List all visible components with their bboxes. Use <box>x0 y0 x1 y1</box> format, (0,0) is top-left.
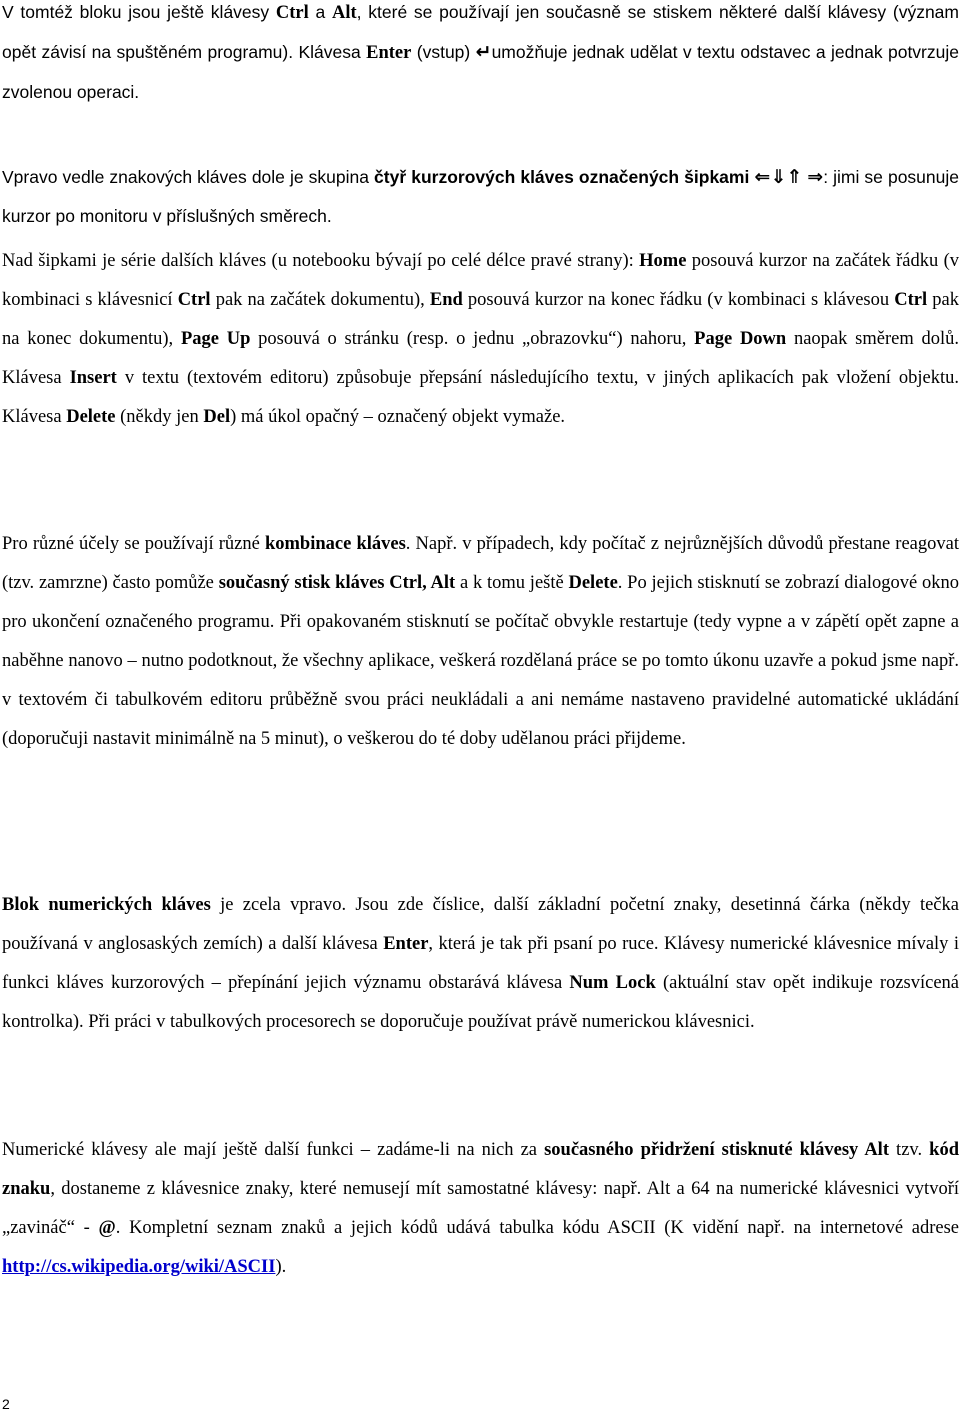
text: tzv. <box>888 1140 930 1160</box>
page-number: 2 <box>2 1396 10 1412</box>
paragraph-navigation-keys <box>2 242 959 437</box>
key-page-up: Page Up <box>180 329 251 349</box>
text: (vstup) <box>411 42 476 62</box>
key-page-down: Page Down <box>694 329 787 349</box>
text: , které se používají jen současně se stiskem některé další klávesy (význam opět závisí na spuštěném programu). Klávesa <box>2 2 959 62</box>
key-insert: Insert <box>69 368 117 388</box>
key-ctrl: Ctrl <box>894 290 928 310</box>
text: V tomtéž bloku jsou ještě klávesy <box>2 2 276 22</box>
key-num-lock: Num Lock <box>569 973 656 993</box>
paragraph-numeric-keypad <box>2 886 959 1042</box>
key-delete: Delete <box>66 407 116 427</box>
ascii-wikipedia-link[interactable]: http://cs.wikipedia.org/wiki/ASCII <box>2 1257 276 1277</box>
bold-cursor-keys: čtyř kurzorových kláves označených šipkami <box>374 167 750 187</box>
text: (někdy jen <box>115 407 204 427</box>
text: . Po jejich stisknutí se zobrazí dialogové okno pro ukončení označeného programu. Při opakovaném stisknutí se počítač obvykle restartuje (tedy vypne a v zápětí opět zapne a naběhne nanovo – nutno podotknout, že všechny aplikace, veškerá rozdělaná práce se po tomto úkonu uzavře a pokud jsme např. v textovém či tabulkovém editoru průběžně svou práci neukládali a ani nemáme nastaveno pravidelné automatické ukládání (doporučuji nastavit minimálně na 5 minut), o veškerou do té doby udělanou práci přijdeme. <box>2 573 959 749</box>
key-del: Del <box>203 407 231 427</box>
key-home: Home <box>639 251 687 271</box>
text: a <box>308 2 332 22</box>
text: , která je tak při psaní po ruce. Klávesy numerické klávesnice mívaly i funkci kláves kurzorových – přepínání jejich významu obstarává klávesa <box>2 934 959 993</box>
paragraph-alt-codes <box>2 1131 959 1287</box>
text: . Např. v případech, kdy počítač z nejrůznějších důvodů přestane reagovat (tzv. zamrzne) často pomůže <box>2 534 959 593</box>
text: Numerické klávesy ale mají ještě další funkci – zadáme-li na nich za <box>2 1140 545 1160</box>
bold-character-code: kód znaku <box>2 1140 959 1199</box>
text: pak na konec dokumentu), <box>2 290 959 349</box>
text: v textu (textovém editoru) způsobuje přepsání následujícího textu, v jiných aplikacích pak vložení objektu. Klávesa <box>2 368 959 427</box>
text: umožňuje jednak udělat v textu odstavec a jednak potvrzuje zvolenou operaci. <box>2 42 959 102</box>
arrow-right-icon: ⇒ <box>807 166 824 188</box>
paragraph-ctrl-alt-enter <box>2 0 959 112</box>
text: . Kompletní seznam znaků a jejich kódů udává tabulka kódu ASCII (K vidění např. na internetové adrese <box>115 1218 960 1238</box>
bold-hold-alt: současného přidržení stisknuté klávesy Alt <box>544 1140 889 1160</box>
key-end: End <box>429 290 463 310</box>
text: ). <box>275 1257 287 1277</box>
key-enter: Enter <box>366 43 412 63</box>
key-enter: Enter <box>383 934 429 954</box>
text: a k tomu ještě <box>455 573 569 593</box>
arrows-left-down-up-icon: ⇐⇓⇑ <box>754 166 803 188</box>
text: posouvá kurzor na konec řádku (v kombinaci s klávesou <box>462 290 895 310</box>
text: : jimi se posunuje kurzor po monitoru v příslušných směrech. <box>2 167 959 226</box>
text: posouvá kurzor na začátek řádku (v kombinaci s klávesnicí <box>2 251 959 310</box>
text: , dostaneme z klávesnice znaky, které nemusejí mít samostatné klávesy: např. Alt a 64 na numerické klávesnici vytvoří „zavináč“ - <box>2 1179 959 1238</box>
key-alt: Alt <box>332 3 357 23</box>
enter-arrow-icon: ↵ <box>475 41 492 63</box>
key-ctrl: Ctrl <box>275 3 309 23</box>
bold-numeric-keypad: Blok numerických kláves <box>2 895 211 915</box>
at-sign: @ <box>98 1218 116 1238</box>
text: (aktuální stav opět indikuje rozsvícená kontrolka). Při práci v tabulkových procesorech se doporučuje používat právě numerickou klávesnici. <box>2 973 959 1032</box>
text: je zcela vpravo. Jsou zde číslice, další základní početní znaky, desetinná čárka (někdy tečka používaná v anglosaských zemích) a další klávesa <box>2 895 959 954</box>
text: Vpravo vedle znakových kláves dole je skupina <box>2 167 375 187</box>
bold-key-combinations: kombinace kláves <box>264 534 406 554</box>
text: posouvá o stránku (resp. o jednu „obrazovku“) nahoru, <box>250 329 695 349</box>
text: Nad šipkami je série dalších kláves (u notebooku bývají po celé délce pravé strany): <box>2 251 640 271</box>
bold-simultaneous-press: současný stisk kláves Ctrl, Alt <box>218 573 456 593</box>
text: naopak směrem dolů. Klávesa <box>2 329 959 388</box>
key-ctrl: Ctrl <box>177 290 211 310</box>
key-delete: Delete <box>568 573 618 593</box>
paragraph-key-combinations <box>2 525 959 759</box>
text: pak na začátek dokumentu), <box>210 290 430 310</box>
text: ) má úkol opačný – označený objekt vymaže. <box>230 407 566 427</box>
text: Pro různé účely se používají různé <box>2 534 265 554</box>
paragraph-cursor-keys <box>2 158 959 236</box>
